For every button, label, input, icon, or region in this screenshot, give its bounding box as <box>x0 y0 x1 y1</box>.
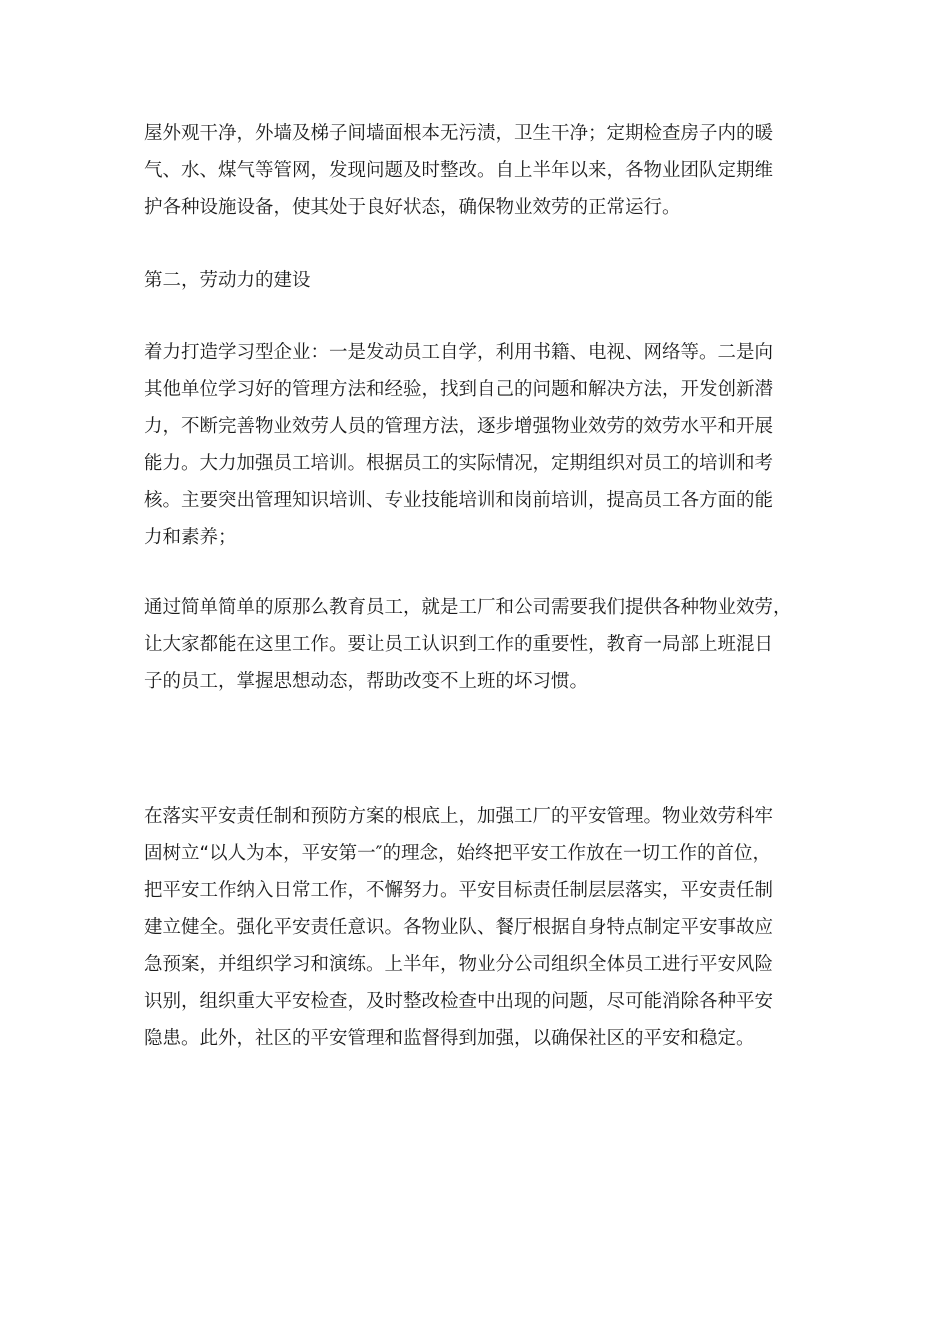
paragraph-line: 识别，组织重大平安检查，及时整改检查中出现的问题，尽可能消除各种平安 <box>144 991 774 1012</box>
section-heading-labor <box>144 262 808 299</box>
paragraph-safety-management <box>144 798 808 1057</box>
paragraph-line: 通过简单简单的原那么教育员工，就是工厂和公司需要我们提供各种物业效劳， <box>144 597 792 618</box>
paragraph-line: 急预案，并组织学习和演练。上半年，物业分公司组织全体员工进行平安风险 <box>144 954 774 975</box>
paragraph-line: 力和素养； <box>144 527 237 548</box>
paragraph-line: 把平安工作纳入日常工作，不懈努力。平安目标责任制层层落实，平安责任制 <box>144 880 774 901</box>
paragraph-line: 核。主要突出管理知识培训、专业技能培训和岗前培训，提高员工各方面的能 <box>144 490 774 511</box>
paragraph-line: 在落实平安责任制和预防方案的根底上，加强工厂的平安管理。物业效劳科牢 <box>144 806 774 827</box>
heading-line: 第二，劳动力的建设 <box>144 270 311 291</box>
paragraph-property-maintenance <box>144 115 808 226</box>
paragraph-learning-organization <box>144 334 808 556</box>
paragraph-line: 护各种设施设备，使其处于良好状态，确保物业效劳的正常运行。 <box>144 197 681 218</box>
paragraph-line: 气、水、煤气等管网，发现问题及时整改。自上半年以来，各物业团队定期维 <box>144 160 774 181</box>
paragraph-line: 固树立“以人为本，平安第一″的理念，始终把平安工作放在一切工作的首位， <box>144 843 771 864</box>
paragraph-staff-education <box>144 589 808 700</box>
paragraph-line: 能力。大力加强员工培训。根据员工的实际情况，定期组织对员工的培训和考 <box>144 453 774 474</box>
paragraph-line: 建立健全。强化平安责任意识。各物业队、餐厅根据自身特点制定平安事故应 <box>144 917 774 938</box>
paragraph-line: 隐患。此外，社区的平安管理和监督得到加强，以确保社区的平安和稳定。 <box>144 1028 755 1049</box>
paragraph-line: 力，不断完善物业效劳人员的管理方法，逐步增强物业效劳的效劳水平和开展 <box>144 416 774 437</box>
paragraph-line: 着力打造学习型企业：一是发动员工自学，利用书籍、电视、网络等。二是向 <box>144 342 774 363</box>
paragraph-line: 子的员工，掌握思想动态，帮助改变不上班的坏习惯。 <box>144 671 589 692</box>
paragraph-line: 屋外观干净，外墙及梯子间墙面根本无污渍，卫生干净；定期检查房子内的暖 <box>144 123 774 144</box>
paragraph-line: 让大家都能在这里工作。要让员工认识到工作的重要性，教育一局部上班混日 <box>144 634 774 655</box>
paragraph-line: 其他单位学习好的管理方法和经验，找到自己的问题和解决方法，开发创新潜 <box>144 379 774 400</box>
